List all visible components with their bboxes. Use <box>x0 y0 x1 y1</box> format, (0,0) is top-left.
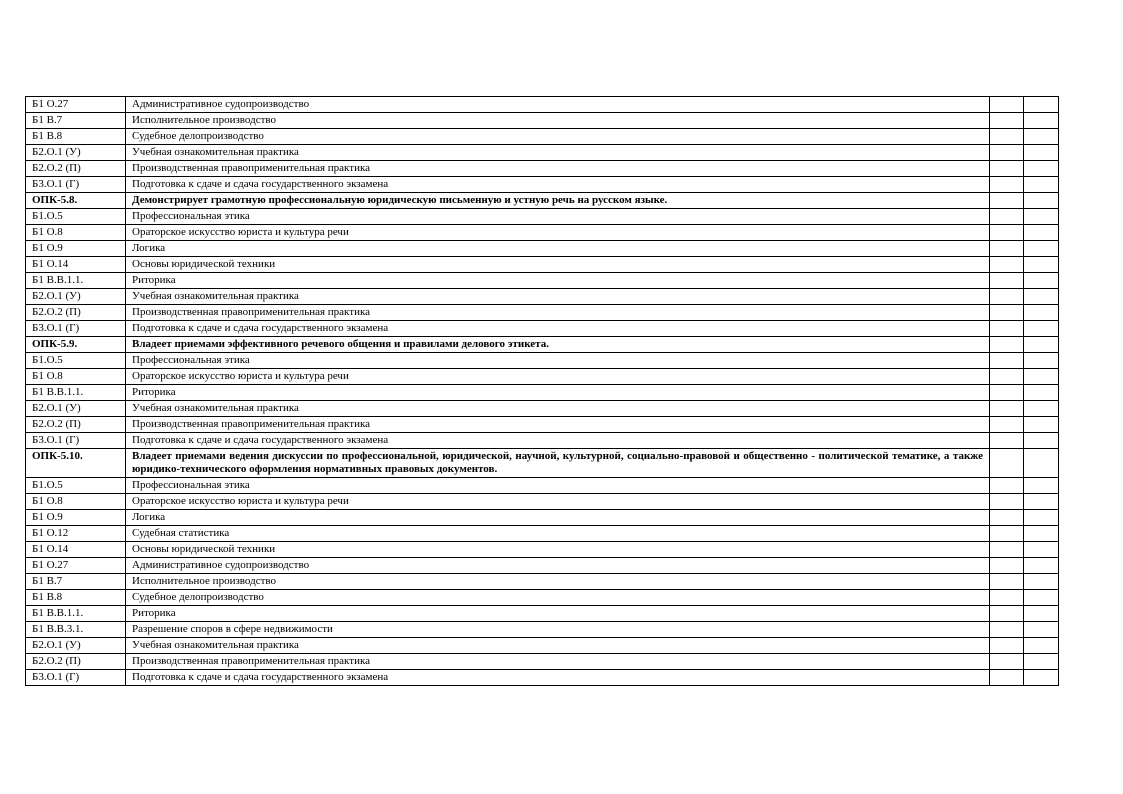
competency-description: Владеет приемами ведения дискуссии по профессиональной, юридической, научной, культурной, социально-правовой и общественно - политической тематике, а также юридико-технического оформления нормативных правовых документов. <box>126 449 990 478</box>
discipline-row <box>26 225 1059 241</box>
discipline-row <box>26 558 1059 574</box>
empty-cell <box>990 449 1024 478</box>
discipline-name: Учебная ознакомительная практика <box>126 145 990 161</box>
empty-cell <box>1024 542 1059 558</box>
competency-row <box>26 449 1059 478</box>
empty-cell <box>1024 622 1059 638</box>
discipline-name: Судебное делопроизводство <box>126 590 990 606</box>
discipline-name: Учебная ознакомительная практика <box>126 638 990 654</box>
empty-cell <box>1024 353 1059 369</box>
discipline-code: Б2.О.1 (У) <box>26 289 126 305</box>
discipline-code: Б1 О.8 <box>26 369 126 385</box>
empty-cell <box>1024 449 1059 478</box>
discipline-name: Административное судопроизводство <box>126 97 990 113</box>
discipline-code: Б1 О.14 <box>26 542 126 558</box>
discipline-row <box>26 289 1059 305</box>
discipline-row <box>26 177 1059 193</box>
empty-cell <box>1024 273 1059 289</box>
empty-cell <box>990 145 1024 161</box>
empty-cell <box>990 654 1024 670</box>
discipline-code: Б1 О.9 <box>26 241 126 257</box>
discipline-code: Б1 О.8 <box>26 494 126 510</box>
empty-cell <box>1024 209 1059 225</box>
discipline-name: Риторика <box>126 273 990 289</box>
discipline-row <box>26 510 1059 526</box>
empty-cell <box>990 494 1024 510</box>
discipline-name: Ораторское искусство юриста и культура речи <box>126 494 990 510</box>
discipline-row <box>26 654 1059 670</box>
empty-cell <box>990 638 1024 654</box>
competency-discipline-table <box>25 96 1059 686</box>
empty-cell <box>1024 177 1059 193</box>
empty-cell <box>1024 494 1059 510</box>
empty-cell <box>1024 145 1059 161</box>
empty-cell <box>1024 337 1059 353</box>
empty-cell <box>1024 478 1059 494</box>
empty-cell <box>990 590 1024 606</box>
empty-cell <box>1024 526 1059 542</box>
empty-cell <box>990 129 1024 145</box>
empty-cell <box>1024 510 1059 526</box>
discipline-code: Б2.О.2 (П) <box>26 654 126 670</box>
discipline-code: Б1 В.8 <box>26 129 126 145</box>
discipline-name: Подготовка к сдаче и сдача государственного экзамена <box>126 670 990 686</box>
empty-cell <box>1024 401 1059 417</box>
discipline-name: Производственная правоприменительная практика <box>126 161 990 177</box>
discipline-code: Б1 В.7 <box>26 574 126 590</box>
discipline-row <box>26 353 1059 369</box>
discipline-name: Риторика <box>126 606 990 622</box>
discipline-name: Логика <box>126 510 990 526</box>
empty-cell <box>990 385 1024 401</box>
discipline-row <box>26 638 1059 654</box>
discipline-name: Разрешение споров в сфере недвижимости <box>126 622 990 638</box>
empty-cell <box>990 241 1024 257</box>
empty-cell <box>1024 638 1059 654</box>
discipline-code: Б2.О.2 (П) <box>26 161 126 177</box>
discipline-name: Учебная ознакомительная практика <box>126 289 990 305</box>
discipline-name: Риторика <box>126 385 990 401</box>
empty-cell <box>1024 606 1059 622</box>
empty-cell <box>1024 193 1059 209</box>
discipline-row <box>26 401 1059 417</box>
competency-description: Владеет приемами эффективного речевого общения и правилами делового этикета. <box>126 337 990 353</box>
discipline-row <box>26 478 1059 494</box>
empty-cell <box>1024 225 1059 241</box>
discipline-code: Б2.О.2 (П) <box>26 305 126 321</box>
discipline-row <box>26 209 1059 225</box>
empty-cell <box>990 113 1024 129</box>
discipline-code: Б1.О.5 <box>26 478 126 494</box>
discipline-row <box>26 622 1059 638</box>
discipline-code: Б2.О.2 (П) <box>26 417 126 433</box>
discipline-name: Подготовка к сдаче и сдача государственного экзамена <box>126 177 990 193</box>
discipline-name: Ораторское искусство юриста и культура речи <box>126 369 990 385</box>
empty-cell <box>990 478 1024 494</box>
discipline-row <box>26 574 1059 590</box>
discipline-code: Б1 О.8 <box>26 225 126 241</box>
discipline-row <box>26 590 1059 606</box>
empty-cell <box>990 321 1024 337</box>
discipline-code: Б1 В.В.1.1. <box>26 273 126 289</box>
empty-cell <box>990 670 1024 686</box>
empty-cell <box>1024 257 1059 273</box>
discipline-name: Административное судопроизводство <box>126 558 990 574</box>
empty-cell <box>990 177 1024 193</box>
empty-cell <box>990 161 1024 177</box>
discipline-code: Б3.О.1 (Г) <box>26 321 126 337</box>
discipline-row <box>26 145 1059 161</box>
empty-cell <box>1024 113 1059 129</box>
discipline-code: Б1 В.В.1.1. <box>26 606 126 622</box>
discipline-row <box>26 273 1059 289</box>
empty-cell <box>990 369 1024 385</box>
discipline-code: Б3.О.1 (Г) <box>26 670 126 686</box>
discipline-row <box>26 526 1059 542</box>
empty-cell <box>990 526 1024 542</box>
empty-cell <box>990 289 1024 305</box>
competency-row <box>26 337 1059 353</box>
discipline-name: Производственная правоприменительная практика <box>126 417 990 433</box>
discipline-row <box>26 417 1059 433</box>
empty-cell <box>1024 129 1059 145</box>
discipline-code: Б3.О.1 (Г) <box>26 177 126 193</box>
empty-cell <box>1024 161 1059 177</box>
competency-row <box>26 193 1059 209</box>
empty-cell <box>1024 417 1059 433</box>
empty-cell <box>1024 654 1059 670</box>
discipline-code: Б1 О.14 <box>26 257 126 273</box>
discipline-code: Б3.О.1 (Г) <box>26 433 126 449</box>
empty-cell <box>990 209 1024 225</box>
discipline-row <box>26 542 1059 558</box>
discipline-name: Судебная статистика <box>126 526 990 542</box>
discipline-row <box>26 129 1059 145</box>
discipline-name: Основы юридической техники <box>126 257 990 273</box>
empty-cell <box>1024 433 1059 449</box>
empty-cell <box>1024 321 1059 337</box>
empty-cell <box>1024 670 1059 686</box>
empty-cell <box>990 542 1024 558</box>
empty-cell <box>990 225 1024 241</box>
empty-cell <box>990 417 1024 433</box>
discipline-code: Б1 В.В.1.1. <box>26 385 126 401</box>
discipline-row <box>26 385 1059 401</box>
discipline-row <box>26 241 1059 257</box>
empty-cell <box>990 510 1024 526</box>
competency-description: Демонстрирует грамотную профессиональную юридическую письменную и устную речь на русском языке. <box>126 193 990 209</box>
empty-cell <box>990 574 1024 590</box>
empty-cell <box>990 433 1024 449</box>
competency-code: ОПК-5.9. <box>26 337 126 353</box>
discipline-row <box>26 433 1059 449</box>
discipline-name: Подготовка к сдаче и сдача государственного экзамена <box>126 321 990 337</box>
discipline-row <box>26 321 1059 337</box>
discipline-row <box>26 97 1059 113</box>
empty-cell <box>990 401 1024 417</box>
empty-cell <box>1024 97 1059 113</box>
discipline-name: Учебная ознакомительная практика <box>126 401 990 417</box>
empty-cell <box>1024 385 1059 401</box>
discipline-row <box>26 606 1059 622</box>
empty-cell <box>990 337 1024 353</box>
discipline-code: Б2.О.1 (У) <box>26 638 126 654</box>
discipline-code: Б1 О.27 <box>26 558 126 574</box>
empty-cell <box>990 97 1024 113</box>
empty-cell <box>990 558 1024 574</box>
discipline-row <box>26 257 1059 273</box>
discipline-code: Б2.О.1 (У) <box>26 145 126 161</box>
discipline-name: Основы юридической техники <box>126 542 990 558</box>
discipline-name: Ораторское искусство юриста и культура речи <box>126 225 990 241</box>
empty-cell <box>990 257 1024 273</box>
empty-cell <box>1024 558 1059 574</box>
discipline-row <box>26 494 1059 510</box>
discipline-row <box>26 670 1059 686</box>
empty-cell <box>990 353 1024 369</box>
empty-cell <box>990 273 1024 289</box>
competency-code: ОПК-5.10. <box>26 449 126 478</box>
discipline-name: Подготовка к сдаче и сдача государственного экзамена <box>126 433 990 449</box>
discipline-code: Б1 В.8 <box>26 590 126 606</box>
discipline-name: Исполнительное производство <box>126 574 990 590</box>
discipline-name: Исполнительное производство <box>126 113 990 129</box>
discipline-name: Производственная правоприменительная практика <box>126 305 990 321</box>
discipline-row <box>26 113 1059 129</box>
discipline-name: Производственная правоприменительная практика <box>126 654 990 670</box>
empty-cell <box>1024 241 1059 257</box>
empty-cell <box>1024 574 1059 590</box>
discipline-code: Б1 О.9 <box>26 510 126 526</box>
discipline-name: Профессиональная этика <box>126 353 990 369</box>
empty-cell <box>990 305 1024 321</box>
discipline-name: Судебное делопроизводство <box>126 129 990 145</box>
empty-cell <box>990 193 1024 209</box>
discipline-code: Б1 В.7 <box>26 113 126 129</box>
table-body <box>26 97 1059 686</box>
empty-cell <box>1024 289 1059 305</box>
empty-cell <box>1024 590 1059 606</box>
discipline-code: Б1 О.12 <box>26 526 126 542</box>
discipline-code: Б2.О.1 (У) <box>26 401 126 417</box>
discipline-name: Профессиональная этика <box>126 209 990 225</box>
discipline-code: Б1.О.5 <box>26 353 126 369</box>
discipline-code: Б1.О.5 <box>26 209 126 225</box>
discipline-code: Б1 О.27 <box>26 97 126 113</box>
discipline-name: Профессиональная этика <box>126 478 990 494</box>
discipline-row <box>26 369 1059 385</box>
competency-code: ОПК-5.8. <box>26 193 126 209</box>
empty-cell <box>1024 305 1059 321</box>
discipline-name: Логика <box>126 241 990 257</box>
empty-cell <box>1024 369 1059 385</box>
discipline-row <box>26 305 1059 321</box>
discipline-row <box>26 161 1059 177</box>
empty-cell <box>990 622 1024 638</box>
empty-cell <box>990 606 1024 622</box>
discipline-code: Б1 В.В.3.1. <box>26 622 126 638</box>
